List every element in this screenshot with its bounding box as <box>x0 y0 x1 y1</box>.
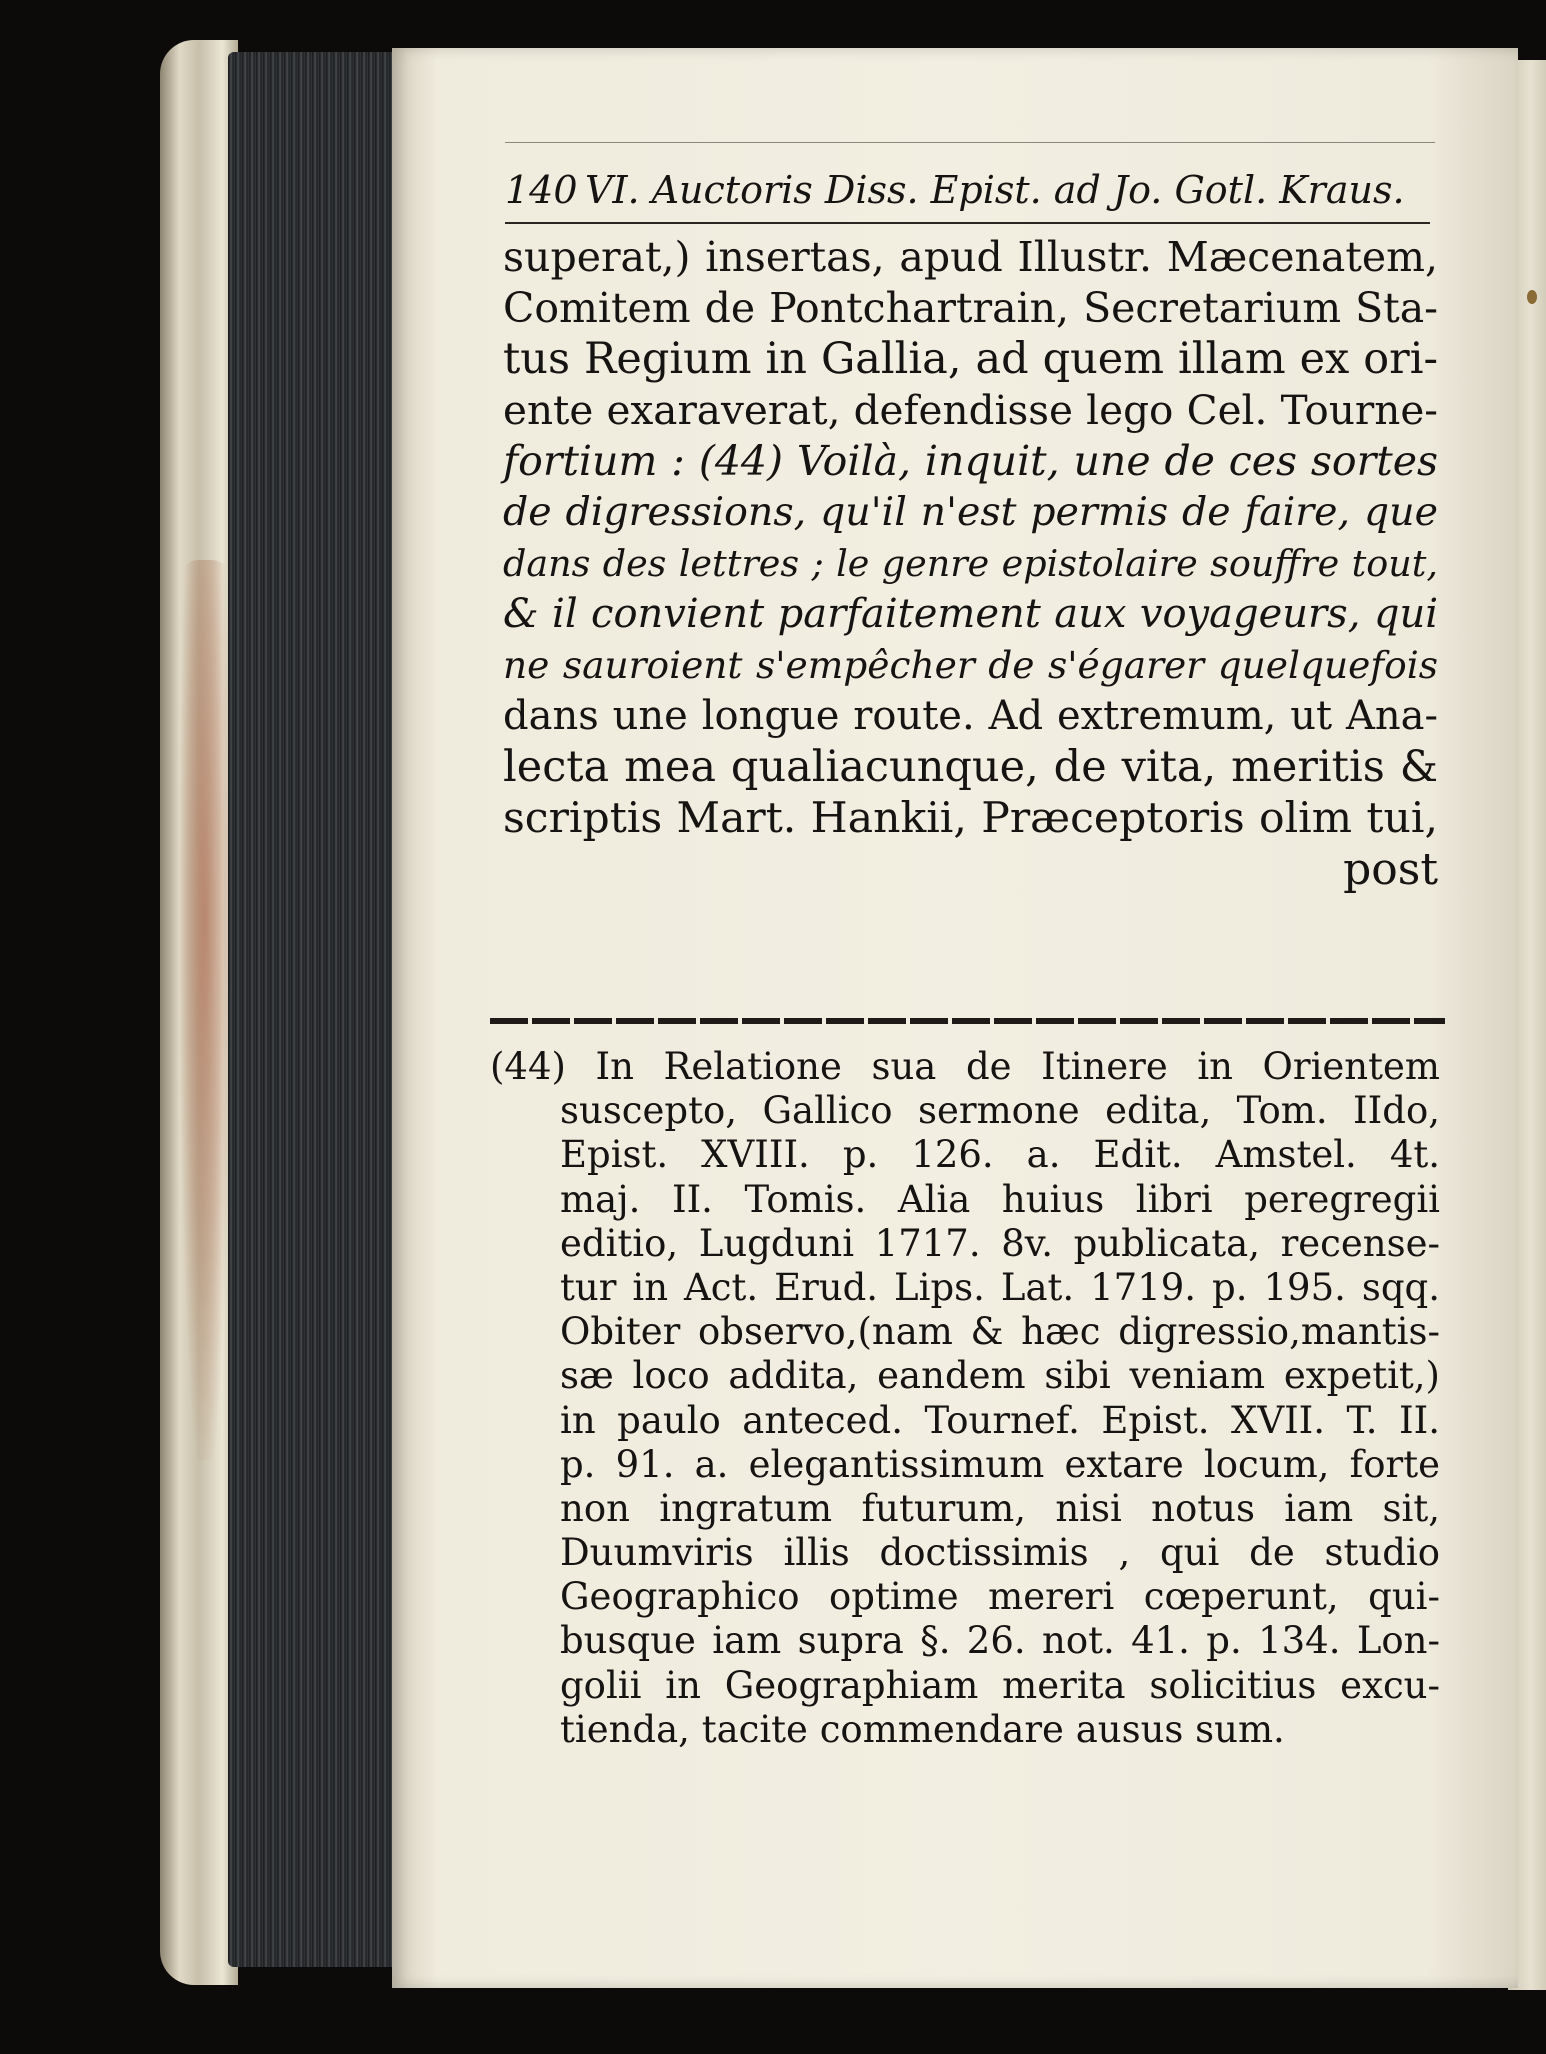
page-number: 140 <box>505 168 578 212</box>
text-line: ne sauroient s'empêcher de s'égarer quelquefois <box>503 643 1438 687</box>
text-line: scriptis Mart. Hankii, Præceptoris olim tui, <box>503 794 1438 843</box>
footnote-line: Geographico optime mereri cœperunt, qui- <box>560 1575 1440 1619</box>
text-line: ente exaraverat, defendisse lego Cel. Tourne- <box>503 386 1438 434</box>
footnote-line: golii in Geographiam merita solicitius excu- <box>560 1663 1440 1707</box>
footnote-line: Epist. XVIII. p. 126. a. Edit. Amstel. 4t. <box>560 1133 1440 1177</box>
footnote-line: editio, Lugduni 1717. 8v. publicata, recense- <box>560 1221 1440 1265</box>
text-line: & il convient parfaitement aux voyageurs, qui <box>503 591 1438 637</box>
text-line: Comitem de Pontchartrain, Secretarium Sta- <box>503 284 1438 332</box>
footnote-line: (44) In Relatione sua de Itinere in Orientem <box>490 1045 1440 1088</box>
footnote-line: sæ loco addita, eandem sibi veniam expetit,) <box>560 1354 1440 1398</box>
footnote-line: busque iam supra §. 26. not. 41. p. 134. Lon- <box>560 1619 1440 1663</box>
margin-speck <box>1527 290 1537 304</box>
footnote-line: tur in Act. Erud. Lips. Lat. 1719. p. 195. sqq. <box>560 1265 1440 1309</box>
footnote <box>490 1045 1440 1752</box>
footnote-line: p. 91. a. elegantissimum extare locum, forte <box>560 1442 1440 1486</box>
footnote-line: Obiter observo,(nam & hæc digressio,mantis- <box>560 1310 1440 1354</box>
text-line: dans une longue route. Ad extremum, ut Ana- <box>503 693 1438 739</box>
footnote-line: non ingratum futurum, nisi notus iam sit, <box>560 1486 1440 1530</box>
footnote-separator-rule <box>490 1018 1445 1024</box>
main-text <box>503 232 1438 895</box>
spine-stain <box>180 560 230 1460</box>
running-title: VI. Auctoris Diss. Epist. ad Jo. Gotl. Kraus. <box>585 168 1405 212</box>
text-line: superat,) insertas, apud Illustr. Mæcenatem, <box>503 233 1438 281</box>
text-line: dans des lettres ; le genre epistolaire souffre tout, <box>503 542 1438 585</box>
footnote-line: Duumviris illis doctissimis , qui de studio <box>560 1531 1440 1575</box>
text-line: tus Regium in Gallia, ad quem illam ex ori- <box>503 334 1438 384</box>
page-edges <box>228 52 398 1967</box>
text-line: lecta mea qualiacunque, de vita, meritis & <box>503 742 1438 792</box>
footnote-line: in paulo anteced. Tournef. Epist. XVII. T. II. <box>560 1398 1440 1442</box>
catchword: post <box>1343 844 1438 895</box>
header-rule <box>505 222 1430 224</box>
footnote-line: tienda, tacite commendare ausus sum. <box>560 1707 1285 1751</box>
footnote-line: maj. II. Tomis. Alia huius libri peregregii <box>560 1177 1440 1221</box>
footnote-line: suscepto, Gallico sermone edita, Tom. IIdo, <box>560 1089 1440 1133</box>
running-header <box>505 168 1435 220</box>
text-line: fortium : (44) Voilà, inquit, une de ces sortes <box>503 437 1438 485</box>
text-line: de digressions, qu'il n'est permis de faire, que <box>503 489 1438 535</box>
header-top-rule <box>505 142 1435 143</box>
